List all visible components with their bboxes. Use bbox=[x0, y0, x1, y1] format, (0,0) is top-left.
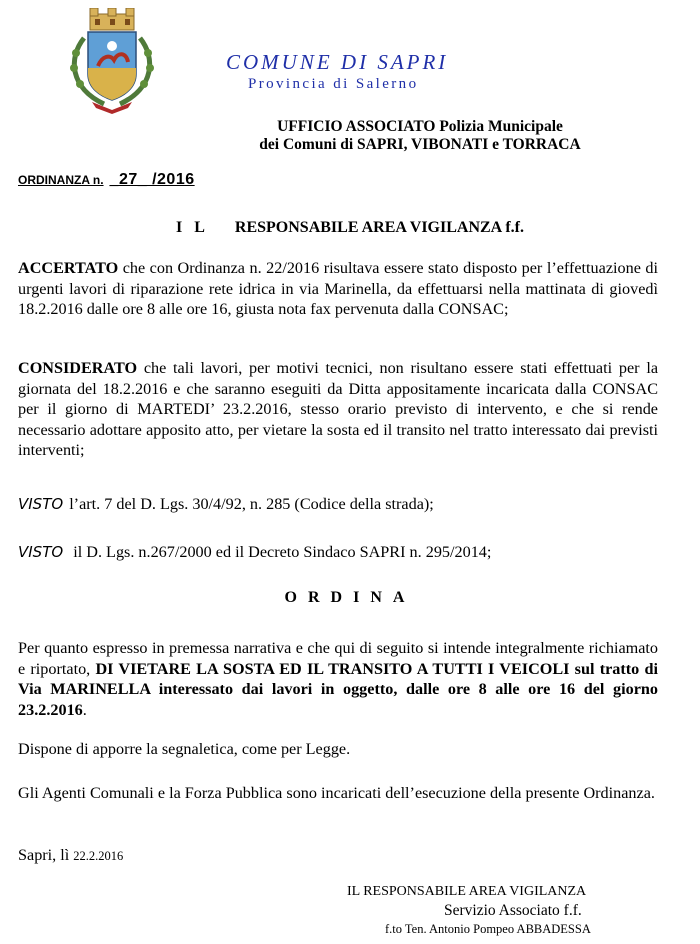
signature-name: f.to Ten. Antonio Pompeo ABBADESSA bbox=[385, 922, 591, 936]
visto-1-text: l’art. 7 del D. Lgs. 30/4/92, n. 285 (Codice della strada); bbox=[69, 495, 434, 513]
ordina-heading: ORDINA bbox=[284, 589, 416, 606]
ordinance-number-value: _27_ /2016 bbox=[109, 171, 195, 188]
considerato-paragraph bbox=[18, 358, 658, 461]
ordina-paragraph bbox=[18, 638, 658, 720]
ordinance-label: ORDINANZA n. bbox=[18, 173, 104, 187]
office-line-2: dei Comuni di SAPRI, VIBONATI e TORRACA bbox=[259, 136, 581, 153]
ordina-end: . bbox=[82, 700, 87, 719]
agenti-paragraph: Gli Agenti Comunali e la Forza Pubblica sono incaricati dell’esecuzione della presente Ordinanza. bbox=[18, 784, 655, 802]
accertato-keyword: ACCERTATO bbox=[18, 259, 119, 277]
ordina-intro: Per quanto espresso in premessa narrativa e che qui di seguito si intende integralmente richiamato e riportato, bbox=[18, 639, 658, 678]
visto-1-keyword: VISTO bbox=[18, 495, 64, 513]
signature-role: IL RESPONSABILE AREA VIGILANZA bbox=[347, 884, 587, 899]
ordinance-number bbox=[18, 171, 195, 189]
office-line-1: UFFICIO ASSOCIATO Polizia Municipale bbox=[277, 118, 563, 135]
considerato-keyword: CONSIDERATO bbox=[18, 359, 138, 377]
date: 22.2.2016 bbox=[73, 849, 124, 863]
issuer-title: RESPONSABILE AREA VIGILANZA f.f. bbox=[234, 219, 524, 236]
place-date bbox=[18, 846, 123, 865]
dispone-line: Dispone di apporre la segnaletica, come per Legge. bbox=[18, 740, 351, 758]
coat-of-arms-icon bbox=[64, 8, 160, 114]
office-heading bbox=[0, 118, 700, 154]
accertato-paragraph bbox=[18, 258, 658, 320]
signature-service: Servizio Associato f.f. bbox=[444, 902, 582, 919]
municipality-name: COMUNE DI SAPRI bbox=[226, 50, 449, 74]
visto-1 bbox=[18, 495, 434, 514]
ordina-bold: DI VIETARE LA SOSTA ED IL TRANSITO A TUTTI I VEICOLI sul tratto di Via MARINELLA interessato dai lavori in oggetto, dalle ore 8 alle ore 16 del giorno 23.2.2016 bbox=[18, 659, 658, 719]
issuer-heading bbox=[0, 219, 700, 237]
accertato-text: che con Ordinanza n. 22/2016 risultava essere stato disposto per l’effettuazione di urgenti lavori di riparazione rete idrica in via Marinella, da effettuarsi nella mattinata di giovedì 18.2.2016 dalle ore 8 alle ore 16, giusta nota fax pervenuta dalla CONSAC; bbox=[18, 259, 658, 318]
visto-2-text: il D. Lgs. n.267/2000 ed il Decreto Sindaco SAPRI n. 295/2014; bbox=[69, 543, 492, 561]
province-name: Provincia di Salerno bbox=[248, 76, 419, 92]
place: Sapri, lì bbox=[18, 846, 70, 864]
visto-2-keyword: VISTO bbox=[18, 543, 64, 561]
issuer-article: I L bbox=[175, 219, 209, 236]
visto-2 bbox=[18, 543, 491, 562]
considerato-text: che tali lavori, per motivi tecnici, non risultano essere stati effettuati per la giornata del 18.2.2016 e che saranno eseguiti da Ditta appositamente incaricata dalla CONSAC per il giorno di MARTEDI’ 23.2.2016, stesso orario previsto di intervento, e che si rende necessario adottare apposito atto, per vietare la sosta ed il transito nel tratto interessato dai previsti interventi; bbox=[18, 359, 658, 459]
